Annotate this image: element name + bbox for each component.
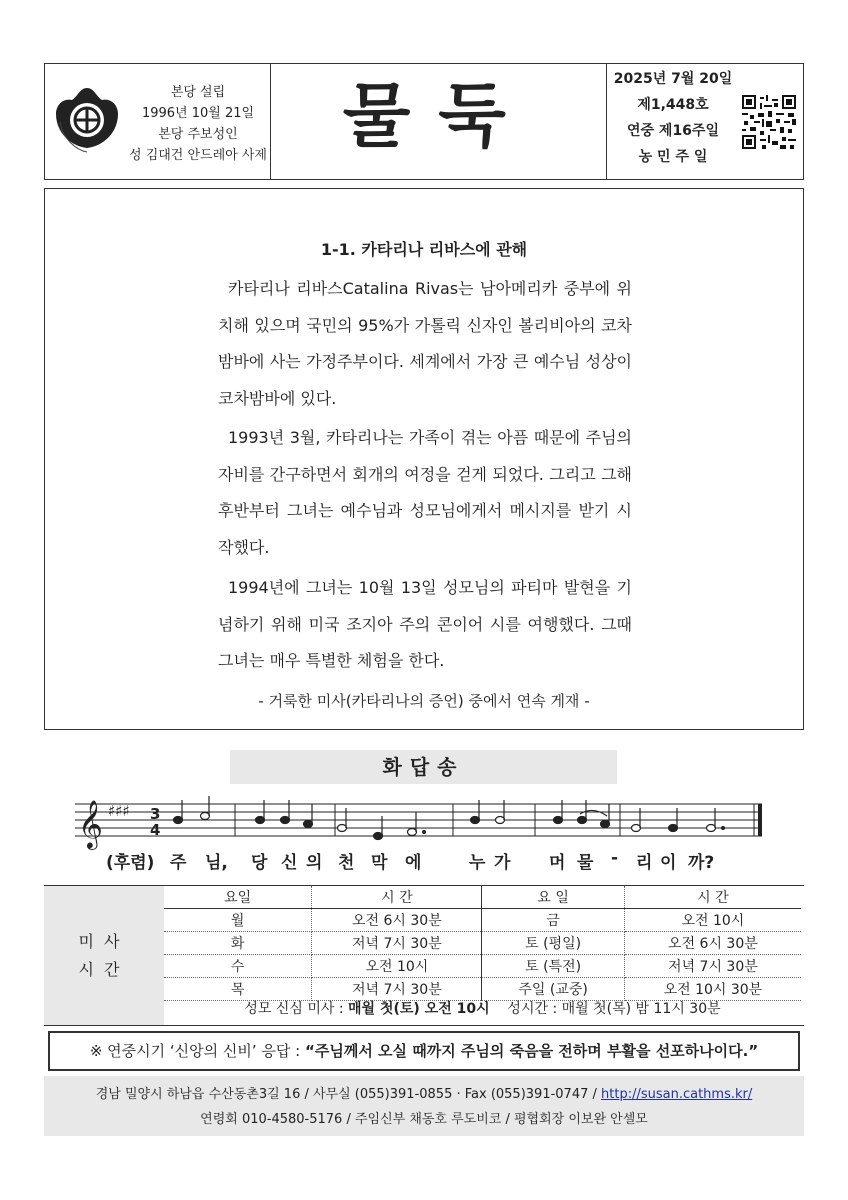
- liturgical-week: 연중 제16주일: [627, 123, 719, 139]
- header-day-2: 요 일: [482, 886, 624, 909]
- treble-clef-icon: 𝄞: [78, 799, 103, 848]
- article-heading: 1-1. 카타리나 리바스에 관해: [320, 240, 528, 259]
- lyric-syllable: 천: [338, 853, 355, 873]
- lyric-syllable: 신: [281, 853, 298, 873]
- psalm-title: 화답송: [230, 750, 617, 784]
- mass-time: 오전 10시 30분: [624, 978, 801, 1001]
- mass-time: 오전 6시 30분: [312, 909, 482, 932]
- table-row: [164, 955, 801, 978]
- acclamation-text: “주님께서 오실 때까지 주님의 죽음을 전하며 부활을 선포하나이다.”: [304, 1042, 759, 1060]
- lyric-syllable: 주: [170, 853, 187, 873]
- mass-time: 저녁 7시 30분: [312, 932, 482, 955]
- lyric-syllable: 당: [251, 853, 268, 873]
- bulletin-title: 물둑: [339, 74, 537, 157]
- mass-day: 주일 (교중): [482, 978, 624, 1001]
- mass-times-table: [164, 886, 801, 1001]
- issue-info: [606, 66, 740, 170]
- mass-day: 토 (특전): [482, 955, 624, 978]
- issue-date: 2025년 7월 20일: [613, 71, 733, 87]
- mass-day: 화: [164, 932, 312, 955]
- patron-label: 본당 주보성인: [158, 127, 238, 142]
- article-paragraph-2: 1993년 3월, 카타리나는 가족이 겪는 아픔 때문에 주님의 자비를 간구하면서 회개의 여정을 걷게 되었다. 그리고 그해 후반부터 그녀는 예수님과 성모님에게서 메시지를 받기 시작했다.: [218, 428, 632, 557]
- table-row: [164, 909, 801, 932]
- lyric-syllable: -: [611, 848, 619, 868]
- time-signature-bottom: 4: [150, 821, 161, 839]
- lyric-syllable: 리: [636, 853, 653, 873]
- patron-name: 성 김대건 안드레아 사제: [129, 148, 267, 163]
- lyric-syllable: 물: [577, 853, 594, 873]
- mass-label-text: 미사 시간: [78, 932, 130, 979]
- key-signature: ♯♯♯: [108, 802, 130, 820]
- address-text: 경남 밀양시 하남읍 수산동촌3길 16 / 사무실 (055)391-0855 · Fax (055)391-0747 /: [95, 1087, 602, 1102]
- marian-mass-time: 매월 첫(토) 오전 10시: [348, 1001, 490, 1017]
- lyric-syllable: 누: [469, 853, 486, 873]
- header-time-1: 시 간: [312, 886, 482, 909]
- music-staff: [70, 792, 770, 852]
- mass-time: 오전 6시 30분: [624, 932, 801, 955]
- mass-day: 금: [482, 909, 624, 932]
- lyric-syllable: 머: [549, 853, 566, 873]
- table-row: [164, 932, 801, 955]
- header-time-2: 시 간: [624, 886, 801, 909]
- issue-number: 제1,448호: [637, 97, 709, 113]
- mass-day: 목: [164, 978, 312, 1001]
- mass-time: 오전 10시: [312, 955, 482, 978]
- qr-code-icon[interactable]: [742, 95, 796, 149]
- lyric-syllable: 이: [660, 853, 677, 873]
- mass-times-label: [44, 928, 164, 984]
- mass-table-header: [164, 886, 801, 909]
- website-link[interactable]: http://susan.cathms.kr/: [601, 1087, 753, 1102]
- acclamation-box: [48, 1031, 800, 1071]
- article-paragraph-3: 1994년에 그녀는 10월 13일 성모님의 파티마 발현을 기념하기 위해 미국 조지아 주의 콘이어 시를 여행했다. 그때 그녀는 매우 특별한 체험을 한다.: [218, 578, 632, 670]
- founding-label: 본당 설립: [170, 85, 226, 100]
- article-paragraph-1: 카타리나 리바스Catalina Rivas는 남아메리카 중부에 위치해 있으며 국민의 95%가 가톨릭 신자인 볼리비아의 코차밤바에 사는 가정주부이다. 세계에서 가장 큰 예수님 성상이 코차밤바에 있다.: [218, 279, 632, 408]
- article-source: - 거룩한 미사(카타리나의 증언) 중에서 연속 게재 -: [258, 692, 590, 710]
- parish-contacts: 연령회 010-4580-5176 / 주임신부 채동호 루도비코 / 평협회장 이보완 안셀모: [200, 1112, 648, 1127]
- lyric-syllable: 의: [306, 853, 323, 873]
- founding-date: 1996년 10월 21일: [141, 106, 255, 121]
- parish-info: [128, 82, 268, 166]
- special-day: 농 민 주 일: [638, 149, 708, 165]
- lyric-syllable: 까?: [688, 853, 715, 873]
- special-mass-info: [164, 998, 801, 1018]
- holy-hour-info: 성시간 : 매월 첫(목) 밤 11시 30분: [507, 1001, 721, 1017]
- parish-logo-icon: [50, 82, 124, 156]
- time-signature-top: 3: [150, 805, 161, 823]
- mass-time: 저녁 7시 30분: [312, 978, 482, 1001]
- mass-day: 월: [164, 909, 312, 932]
- lyric-syllable: 에: [405, 853, 422, 873]
- marian-mass-label: 성모 신심 미사 :: [244, 1001, 349, 1017]
- mass-time: 오전 10시: [624, 909, 801, 932]
- header-day-1: 요일: [164, 886, 312, 909]
- lyric-syllable: 가: [494, 853, 511, 873]
- mass-day: 수: [164, 955, 312, 978]
- parish-address: [44, 1083, 804, 1102]
- lyric-syllable: 막: [371, 853, 388, 873]
- mass-day: 토 (평일): [482, 932, 624, 955]
- lyric-syllable: 님,: [205, 853, 228, 873]
- acclamation-prefix: ※ 연중시기 ‘신앙의 신비’ 응답 :: [89, 1042, 305, 1060]
- mass-time: 저녁 7시 30분: [624, 955, 801, 978]
- refrain-label: (후렴): [106, 853, 155, 873]
